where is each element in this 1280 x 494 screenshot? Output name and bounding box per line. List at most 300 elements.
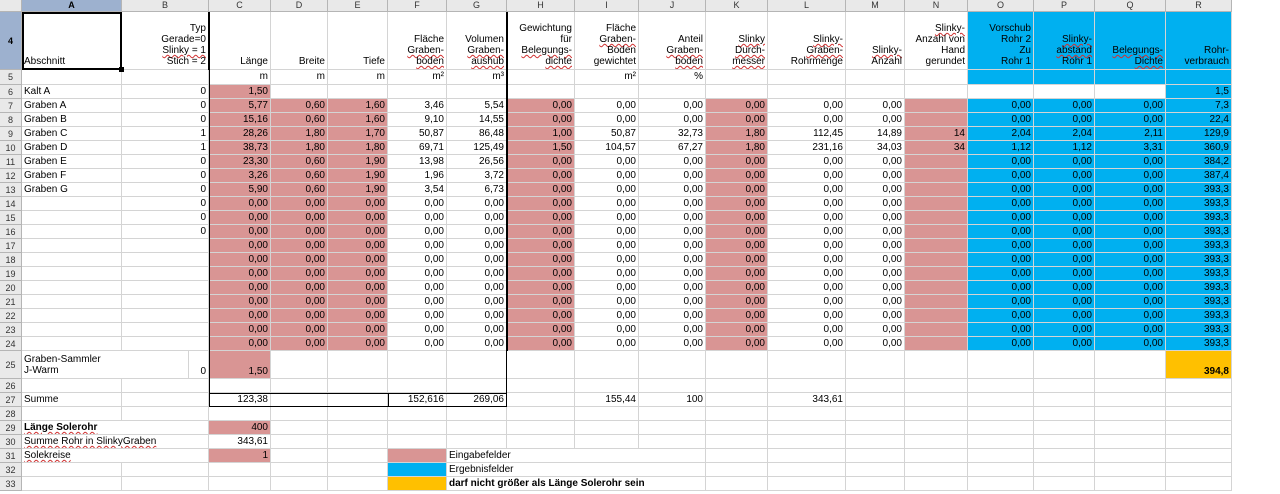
cell-f28[interactable] (388, 407, 447, 421)
cell-r11[interactable] (1166, 155, 1232, 169)
cell-p31[interactable] (1034, 449, 1095, 463)
cell-b10[interactable] (122, 141, 209, 155)
cell-b13[interactable] (122, 183, 209, 197)
cell-f15[interactable] (388, 211, 447, 225)
cell-d29[interactable] (271, 421, 328, 435)
row-header-15[interactable]: 15 (0, 211, 22, 225)
cell-i27[interactable] (575, 393, 639, 407)
cell-i15[interactable] (575, 211, 639, 225)
cell-e31[interactable] (328, 449, 388, 463)
cell-k13[interactable] (706, 183, 768, 197)
cell-m15[interactable] (846, 211, 905, 225)
cell-r25[interactable] (1166, 351, 1232, 379)
cell-l33[interactable] (768, 477, 846, 491)
cell-e8[interactable] (328, 113, 388, 127)
cell-o9[interactable] (968, 127, 1034, 141)
header-cell-j[interactable] (639, 12, 706, 70)
cell-n11[interactable] (905, 155, 968, 169)
cell-b6[interactable] (122, 85, 209, 99)
cell-a17[interactable] (22, 239, 122, 253)
cell-f24[interactable] (388, 337, 447, 351)
cell-f22[interactable] (388, 309, 447, 323)
cell-a8[interactable] (22, 113, 122, 127)
cell-n19[interactable] (905, 267, 968, 281)
row-header-25[interactable]: 25 (0, 351, 22, 379)
cell-d27[interactable] (271, 393, 328, 407)
cell-o32[interactable] (968, 463, 1034, 477)
cell-d12[interactable] (271, 169, 328, 183)
cell-b9[interactable] (122, 127, 209, 141)
column-header-f[interactable]: F (388, 0, 447, 12)
cell-a6[interactable] (22, 85, 122, 99)
cell-l17[interactable] (768, 239, 846, 253)
row-header-27[interactable]: 27 (0, 393, 22, 407)
row-header-11[interactable]: 11 (0, 155, 22, 169)
cell-k21[interactable] (706, 295, 768, 309)
cell-f12[interactable] (388, 169, 447, 183)
cell-e21[interactable] (328, 295, 388, 309)
cell-k32[interactable] (706, 463, 768, 477)
cell-j13[interactable] (639, 183, 706, 197)
unit-cell-o[interactable] (968, 70, 1034, 85)
cell-o19[interactable] (968, 267, 1034, 281)
header-cell-d[interactable] (271, 12, 328, 70)
cell-b23[interactable] (122, 323, 209, 337)
cell-c11[interactable] (209, 155, 271, 169)
cell-q6[interactable] (1095, 85, 1166, 99)
cell-n30[interactable] (905, 435, 968, 449)
cell-g21[interactable] (447, 295, 507, 309)
header-cell-h[interactable] (507, 12, 575, 70)
unit-cell-p[interactable] (1034, 70, 1095, 85)
cell-f32[interactable] (388, 463, 447, 477)
cell-p33[interactable] (1034, 477, 1095, 491)
column-header-k[interactable]: K (706, 0, 768, 12)
cell-h29[interactable] (507, 421, 575, 435)
cell-i14[interactable] (575, 197, 639, 211)
cell-g12[interactable] (447, 169, 507, 183)
header-cell-e[interactable] (328, 12, 388, 70)
cell-e17[interactable] (328, 239, 388, 253)
cell-d17[interactable] (271, 239, 328, 253)
cell-c16[interactable] (209, 225, 271, 239)
cell-j16[interactable] (639, 225, 706, 239)
header-cell-q[interactable] (1095, 12, 1166, 70)
unit-cell-b[interactable] (122, 70, 209, 85)
column-header-p[interactable]: P (1034, 0, 1095, 12)
cell-o17[interactable] (968, 239, 1034, 253)
cell-m27[interactable] (846, 393, 905, 407)
cell-c6[interactable] (209, 85, 271, 99)
row-header-32[interactable]: 32 (0, 463, 22, 477)
cell-f16[interactable] (388, 225, 447, 239)
unit-cell-j[interactable]: % (639, 70, 706, 85)
cell-f19[interactable] (388, 267, 447, 281)
cell-h12[interactable] (507, 169, 575, 183)
cell-o27[interactable] (968, 393, 1034, 407)
cell-i7[interactable] (575, 99, 639, 113)
unit-cell-f[interactable]: m² (388, 70, 447, 85)
cell-f30[interactable] (388, 435, 447, 449)
cell-d21[interactable] (271, 295, 328, 309)
cell-l11[interactable] (768, 155, 846, 169)
cell-i8[interactable] (575, 113, 639, 127)
cell-n29[interactable] (905, 421, 968, 435)
cell-a21[interactable] (22, 295, 122, 309)
cell-n33[interactable] (905, 477, 968, 491)
cell-b26[interactable] (122, 379, 209, 393)
cell-g8[interactable] (447, 113, 507, 127)
cell-i18[interactable] (575, 253, 639, 267)
cell-f20[interactable] (388, 281, 447, 295)
cell-a27[interactable] (22, 393, 122, 407)
column-header-r[interactable]: R (1166, 0, 1232, 12)
cell-k16[interactable] (706, 225, 768, 239)
cell-m6[interactable] (846, 85, 905, 99)
cell-j30[interactable] (639, 435, 706, 449)
header-cell-p[interactable] (1034, 12, 1095, 70)
row-header-8[interactable]: 8 (0, 113, 22, 127)
cell-n22[interactable] (905, 309, 968, 323)
cell-b7[interactable] (122, 99, 209, 113)
cell-o15[interactable] (968, 211, 1034, 225)
cell-a24[interactable] (22, 337, 122, 351)
cell-m22[interactable] (846, 309, 905, 323)
cell-d22[interactable] (271, 309, 328, 323)
cell-g16[interactable] (447, 225, 507, 239)
cell-l20[interactable] (768, 281, 846, 295)
cell-a13[interactable] (22, 183, 122, 197)
cell-o28[interactable] (968, 407, 1034, 421)
cell-i16[interactable] (575, 225, 639, 239)
cell-h23[interactable] (507, 323, 575, 337)
row-header-14[interactable]: 14 (0, 197, 22, 211)
row-header-30[interactable]: 30 (0, 435, 22, 449)
row-header-26[interactable]: 26 (0, 379, 22, 393)
cell-q23[interactable] (1095, 323, 1166, 337)
cell-n18[interactable] (905, 253, 968, 267)
row-header-33[interactable]: 33 (0, 477, 22, 491)
cell-p20[interactable] (1034, 281, 1095, 295)
cell-k11[interactable] (706, 155, 768, 169)
cell-e32[interactable] (328, 463, 388, 477)
cell-k27[interactable] (706, 393, 768, 407)
cell-d7[interactable] (271, 99, 328, 113)
row-header-31[interactable]: 31 (0, 449, 22, 463)
cell-a19[interactable] (22, 267, 122, 281)
cell-m29[interactable] (846, 421, 905, 435)
cell-p11[interactable] (1034, 155, 1095, 169)
cell-k8[interactable] (706, 113, 768, 127)
cell-l23[interactable] (768, 323, 846, 337)
cell-q27[interactable] (1095, 393, 1166, 407)
cell-d20[interactable] (271, 281, 328, 295)
cell-c21[interactable] (209, 295, 271, 309)
cell-d16[interactable] (271, 225, 328, 239)
cell-g29[interactable] (447, 421, 507, 435)
cell-a33[interactable] (22, 477, 122, 491)
cell-p19[interactable] (1034, 267, 1095, 281)
column-header-q[interactable]: Q (1095, 0, 1166, 12)
cell-p16[interactable] (1034, 225, 1095, 239)
cell-e19[interactable] (328, 267, 388, 281)
cell-e7[interactable] (328, 99, 388, 113)
cell-c28[interactable] (209, 407, 271, 421)
cell-m13[interactable] (846, 183, 905, 197)
cell-n15[interactable] (905, 211, 968, 225)
cell-g22[interactable] (447, 309, 507, 323)
cell-e6[interactable] (328, 85, 388, 99)
cell-h15[interactable] (507, 211, 575, 225)
cell-c7[interactable] (209, 99, 271, 113)
header-cell-l[interactable] (768, 12, 846, 70)
cell-n12[interactable] (905, 169, 968, 183)
cell-d9[interactable] (271, 127, 328, 141)
cell-m24[interactable] (846, 337, 905, 351)
cell-h10[interactable] (507, 141, 575, 155)
cell-n7[interactable] (905, 99, 968, 113)
header-cell-k[interactable] (706, 12, 768, 70)
cell-d14[interactable] (271, 197, 328, 211)
unit-cell-h[interactable] (507, 70, 575, 85)
column-header-d[interactable]: D (271, 0, 328, 12)
cell-q20[interactable] (1095, 281, 1166, 295)
cell-r31[interactable] (1166, 449, 1232, 463)
cell-c17[interactable] (209, 239, 271, 253)
cell-i23[interactable] (575, 323, 639, 337)
cell-e12[interactable] (328, 169, 388, 183)
cell-f11[interactable] (388, 155, 447, 169)
cell-q10[interactable] (1095, 141, 1166, 155)
cell-q11[interactable] (1095, 155, 1166, 169)
cell-q28[interactable] (1095, 407, 1166, 421)
cell-q8[interactable] (1095, 113, 1166, 127)
cell-k31[interactable] (706, 449, 768, 463)
cell-c33[interactable] (209, 477, 271, 491)
cell-h16[interactable] (507, 225, 575, 239)
cell-g33[interactable] (447, 477, 706, 491)
cell-m23[interactable] (846, 323, 905, 337)
cell-k6[interactable] (706, 85, 768, 99)
cell-r26[interactable] (1166, 379, 1232, 393)
cell-r9[interactable] (1166, 127, 1232, 141)
cell-h14[interactable] (507, 197, 575, 211)
row-header-28[interactable]: 28 (0, 407, 22, 421)
cell-o25[interactable] (968, 351, 1034, 379)
cell-e27[interactable] (328, 393, 388, 407)
cell-l18[interactable] (768, 253, 846, 267)
cell-o12[interactable] (968, 169, 1034, 183)
cell-h11[interactable] (507, 155, 575, 169)
cell-a14[interactable] (22, 197, 122, 211)
cell-j19[interactable] (639, 267, 706, 281)
column-header-i[interactable]: I (575, 0, 639, 12)
cell-k33[interactable] (706, 477, 768, 491)
cell-n31[interactable] (905, 449, 968, 463)
row-header-24[interactable]: 24 (0, 337, 22, 351)
cell-d30[interactable] (271, 435, 328, 449)
row-header-17[interactable]: 17 (0, 239, 22, 253)
cell-q22[interactable] (1095, 309, 1166, 323)
cell-f25[interactable] (388, 351, 447, 379)
cell-h24[interactable] (507, 337, 575, 351)
cell-a10[interactable] (22, 141, 122, 155)
cell-e13[interactable] (328, 183, 388, 197)
cell-g32[interactable] (447, 463, 706, 477)
cell-e30[interactable] (328, 435, 388, 449)
cell-e33[interactable] (328, 477, 388, 491)
cell-o18[interactable] (968, 253, 1034, 267)
cell-k12[interactable] (706, 169, 768, 183)
cell-i26[interactable] (575, 379, 639, 393)
cell-l31[interactable] (768, 449, 846, 463)
cell-p25[interactable] (1034, 351, 1095, 379)
cell-n17[interactable] (905, 239, 968, 253)
cell-d18[interactable] (271, 253, 328, 267)
cell-g15[interactable] (447, 211, 507, 225)
cell-c15[interactable] (209, 211, 271, 225)
cell-h9[interactable] (507, 127, 575, 141)
header-cell-m[interactable] (846, 12, 905, 70)
cell-n23[interactable] (905, 323, 968, 337)
cell-h13[interactable] (507, 183, 575, 197)
cell-l32[interactable] (768, 463, 846, 477)
cell-i30[interactable] (575, 435, 639, 449)
cell-o21[interactable] (968, 295, 1034, 309)
cell-p14[interactable] (1034, 197, 1095, 211)
cell-n32[interactable] (905, 463, 968, 477)
cell-g28[interactable] (447, 407, 507, 421)
cell-o14[interactable] (968, 197, 1034, 211)
cell-a23[interactable] (22, 323, 122, 337)
cell-c26[interactable] (209, 379, 271, 393)
cell-i21[interactable] (575, 295, 639, 309)
cell-g23[interactable] (447, 323, 507, 337)
cell-d25[interactable] (271, 351, 328, 379)
cell-o30[interactable] (968, 435, 1034, 449)
cell-e22[interactable] (328, 309, 388, 323)
cell-n16[interactable] (905, 225, 968, 239)
cell-q17[interactable] (1095, 239, 1166, 253)
cell-l9[interactable] (768, 127, 846, 141)
cell-f10[interactable] (388, 141, 447, 155)
cell-b24[interactable] (122, 337, 209, 351)
cell-p8[interactable] (1034, 113, 1095, 127)
cell-f29[interactable] (388, 421, 447, 435)
cell-i25[interactable] (575, 351, 639, 379)
cell-j21[interactable] (639, 295, 706, 309)
header-cell-r[interactable] (1166, 12, 1232, 70)
cell-k22[interactable] (706, 309, 768, 323)
cell-j24[interactable] (639, 337, 706, 351)
cell-c13[interactable] (209, 183, 271, 197)
cell-c32[interactable] (209, 463, 271, 477)
cell-n20[interactable] (905, 281, 968, 295)
cell-l12[interactable] (768, 169, 846, 183)
cell-m17[interactable] (846, 239, 905, 253)
cell-j28[interactable] (639, 407, 706, 421)
cell-q14[interactable] (1095, 197, 1166, 211)
cell-c22[interactable] (209, 309, 271, 323)
cell-c10[interactable] (209, 141, 271, 155)
cell-b17[interactable] (122, 239, 209, 253)
cell-a12[interactable] (22, 169, 122, 183)
cell-b14[interactable] (122, 197, 209, 211)
cell-r33[interactable] (1166, 477, 1232, 491)
row-header-6[interactable]: 6 (0, 85, 22, 99)
cell-p17[interactable] (1034, 239, 1095, 253)
cell-n24[interactable] (905, 337, 968, 351)
cell-p28[interactable] (1034, 407, 1095, 421)
row-header-23[interactable]: 23 (0, 323, 22, 337)
column-header-b[interactable]: B (122, 0, 209, 12)
header-cell-o[interactable] (968, 12, 1034, 70)
cell-g20[interactable] (447, 281, 507, 295)
cell-r18[interactable] (1166, 253, 1232, 267)
cell-l24[interactable] (768, 337, 846, 351)
cell-i12[interactable] (575, 169, 639, 183)
column-header-m[interactable]: M (846, 0, 905, 12)
unit-cell-r[interactable] (1166, 70, 1232, 85)
cell-l30[interactable] (768, 435, 846, 449)
cell-r27[interactable] (1166, 393, 1232, 407)
cell-j18[interactable] (639, 253, 706, 267)
row-header-20[interactable]: 20 (0, 281, 22, 295)
cell-e29[interactable] (328, 421, 388, 435)
cell-g13[interactable] (447, 183, 507, 197)
cell-l22[interactable] (768, 309, 846, 323)
cell-b11[interactable] (122, 155, 209, 169)
unit-cell-q[interactable] (1095, 70, 1166, 85)
cell-o6[interactable] (968, 85, 1034, 99)
header-cell-i[interactable] (575, 12, 639, 70)
cell-g24[interactable] (447, 337, 507, 351)
unit-cell-c[interactable]: m (209, 70, 271, 85)
cell-a26[interactable] (22, 379, 122, 393)
cell-q7[interactable] (1095, 99, 1166, 113)
row-header-22[interactable]: 22 (0, 309, 22, 323)
cell-h26[interactable] (507, 379, 575, 393)
cell-k17[interactable] (706, 239, 768, 253)
cell-m9[interactable] (846, 127, 905, 141)
cell-r8[interactable] (1166, 113, 1232, 127)
cell-q12[interactable] (1095, 169, 1166, 183)
cell-o29[interactable] (968, 421, 1034, 435)
cell-c9[interactable] (209, 127, 271, 141)
cell-f14[interactable] (388, 197, 447, 211)
cell-n10[interactable] (905, 141, 968, 155)
cell-c8[interactable] (209, 113, 271, 127)
cell-o8[interactable] (968, 113, 1034, 127)
cell-n26[interactable] (905, 379, 968, 393)
cell-d33[interactable] (271, 477, 328, 491)
cell-d32[interactable] (271, 463, 328, 477)
cell-g19[interactable] (447, 267, 507, 281)
cell-k24[interactable] (706, 337, 768, 351)
cell-o10[interactable] (968, 141, 1034, 155)
cell-m33[interactable] (846, 477, 905, 491)
cell-d13[interactable] (271, 183, 328, 197)
unit-cell-m[interactable] (846, 70, 905, 85)
cell-l14[interactable] (768, 197, 846, 211)
cell-k7[interactable] (706, 99, 768, 113)
cell-d11[interactable] (271, 155, 328, 169)
fill-handle[interactable] (119, 67, 124, 72)
row-header-16[interactable]: 16 (0, 225, 22, 239)
cell-k25[interactable] (706, 351, 768, 379)
cell-h18[interactable] (507, 253, 575, 267)
cell-i9[interactable] (575, 127, 639, 141)
